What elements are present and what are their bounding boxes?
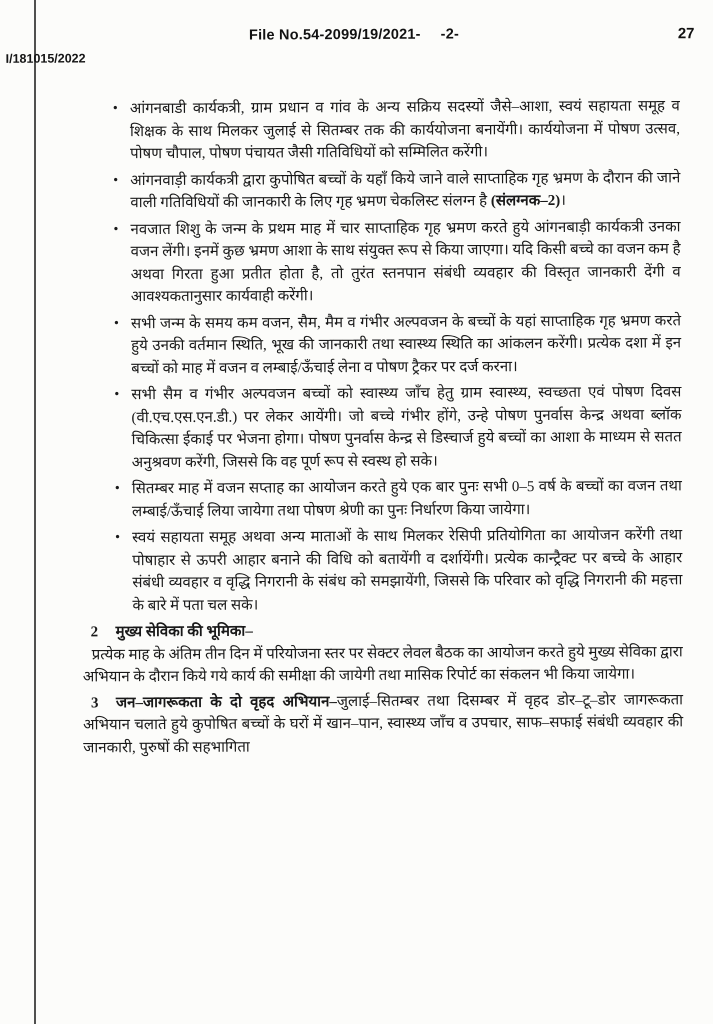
section-heading: जन–जागरूकता के दो वृहद अभियान– [115, 693, 337, 711]
file-number-header [0, 25, 711, 45]
bullet-icon: • [113, 172, 119, 188]
bullet-icon: • [114, 387, 120, 403]
bullet-text: सभी सैम व गंभीर अल्पवजन बच्चों को स्वास्थ्य जाँच हेतु ग्राम स्वास्थ्य, स्वच्छता एवं पोषण दिवस (वी.एच.एस.एन.डी.) पर लेकर आयेंगी। जो बच्चे गंभीर होंगे, उन्हे पोषण पुनर्वास केन्द्र अथवा ब्लॉक चिकित्सा ईकाई पर भेजना होगा। पोषण पुनर्वास केन्द्र से डिस्चार्ज हुये बच्चों का आशा के माध्यम से सतत अनुश्रवण करेंगी, जिससे कि वह पूर्ण रूप से स्वस्थ हो सके। [131, 384, 682, 471]
bullet-list [113, 95, 683, 617]
bullet-icon: • [115, 530, 121, 546]
bullet-icon: • [114, 481, 120, 497]
section-paragraph: प्रत्येक माह के अंतिम तीन दिन में परियोजना स्तर पर सेक्टर लेवल बैठक का आयोजन करते हुये मुख्य सेविका द्वारा अभियान के दौरान किये गये कार्य की समीक्षा की जायेगी तथा मासिक रिपोर्ट का संकलन भी किया जायेगा। [82, 643, 683, 686]
page-number: 27 [677, 25, 695, 43]
bullet-text: आंगनवाड़ी कार्यकत्री द्वारा कुपोषित बच्चों के यहाँ किये जाने वाले साप्ताहिक गृह भ्रमण के दौरान की जाने वाली गतिविधियों की जानकारी के लिए गृह भ्रमण चेकलिस्ट संलग्न है [130, 169, 681, 212]
bullet-text: स्वयं सहायता समूह अथवा अन्य माताओं के साथ मिलकर रेसिपी प्रतियोगिता का आयोजन करेंगी तथा पोषाहार से ऊपरी आहार बनाने की विधि को बतायेंगी व दर्शायेंगी। प्रत्येक कान्ट्रैक्ट पर बच्चे के आहार संबंधी व्यवहार व वृद्धि निगरानी के संबंध को समझायेंगी, जिससे कि परिवार को वृद्धि निगरानी की महत्ता के बारे में पता चल सके। [132, 527, 683, 614]
bullet-icon: • [113, 221, 119, 237]
bullet-item [113, 167, 680, 215]
bullet-text: नवजात शिशु के जन्म के प्रथम माह में चार साप्ताहिक गृह भ्रमण करते हुये आंगनबाड़ी कार्यकत्री उनका वजन लेंगी। इनमें कुछ भ्रमण आशा के साथ संयुक्त रूप से किया जाएगा। यदि किसी बच्चे का वजन कम है अथवा गिरता हुआ प्रतीत होता है, तो तुरंत स्तनपान संबंधी व्यवहार की विस्तृत जानकारी देंगी व आवश्यकतानुसार कार्यवाही करेंगी। [130, 218, 681, 306]
bullet-item [115, 475, 682, 523]
bullet-item [114, 310, 681, 380]
section-heading: मुख्य सेविका की भूमिका– [115, 623, 253, 641]
file-number-text: File No.54-2099/19/2021- [248, 26, 421, 44]
bullet-item [115, 524, 682, 617]
section-heading-row [83, 618, 683, 644]
bullet-text: आंगनबाडी कार्यकत्री, ग्राम प्रधान व गांव के अन्य सक्रिय सदस्यों जैसे–आशा, स्वयं सहायता समूह व शिक्षक के साथ मिलकर जुलाई से सितम्बर तक की कार्ययोजना बनायेंगी। कार्ययोजना में पोषण उत्सव, पोषण चौपाल, पोषण पंचायत जैसी गतिविधियों को सम्मिलित करेंगी। [129, 98, 681, 163]
section-number: 2 [90, 624, 99, 641]
sheet-label: -2- [440, 26, 460, 43]
section-jan-jagrukta [83, 689, 683, 760]
document-ref: I/181015/2022 [5, 51, 86, 66]
document-body [80, 95, 683, 759]
bullet-item [113, 95, 680, 165]
section-paragraph-inline: जुलाई–सितम्बर तथा दिसम्बर में वृहद डोर–टू–डोर जागरूकता अभियान चलाते हुये कुपोषित बच्चों के घरों में खान–पान, स्वास्थ्य जाँच व उपचार, साफ–सफाई संबंधी व्यवहार की जानकारी, पुरुषों की सहभागिता [83, 691, 684, 756]
bullet-icon: • [112, 101, 118, 117]
section-number: 3 [90, 694, 99, 711]
bullet-text: सितम्बर माह में वजन सप्ताह का आयोजन करते हुये एक बार पुनः सभी 0–5 वर्ष के बच्चों का वजन तथा लम्बाई/ऊँचाई लिया जायेगा तथा पोषण श्रेणी का पुनः निर्धारण किया जायेगा। [131, 478, 682, 520]
bullet-icon: • [113, 315, 119, 331]
bullet-item [114, 381, 681, 474]
section-mukhya-sevika [83, 618, 683, 689]
bullet-item [113, 216, 680, 309]
bullet-text: सभी जन्म के समय कम वजन, सैम, मैम व गंभीर अल्पवजन के बच्चों के यहां साप्ताहिक गृह भ्रमण करते हुये उनकी वर्तमान स्थिति, भूख की जानकारी तथा स्वास्थ्य स्थिति का आंकलन करेंगी। प्रत्येक दशा में इन बच्चों को माह में वजन व लम्बाई/ऊँचाई लेना व पोषण ट्रैकर पर दर्ज करना। [130, 312, 682, 377]
bullet-text-bold: (संलग्नक–2) [490, 192, 561, 210]
bullet-text: । [560, 192, 566, 209]
